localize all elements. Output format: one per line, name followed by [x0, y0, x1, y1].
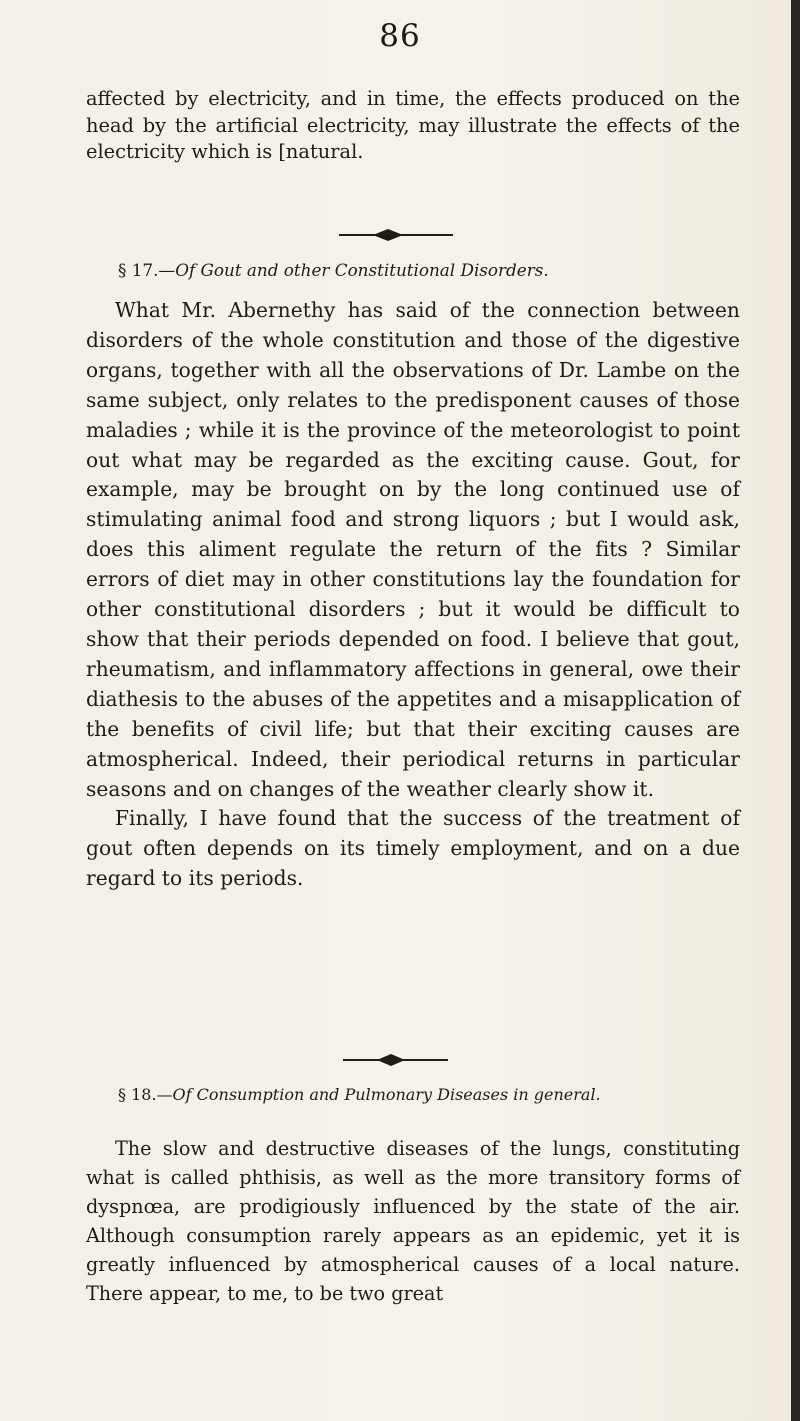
section-18-paragraph-1: The slow and destructive diseases of the lungs, constituting what is called phthisis, as well as the more transitory forms of dyspnœa, are prodigiously influenced by the state of the air. Although consumption rarely appears as an epidemic, yet it is greatly influenced by atmospherical causes of a local nature. There appear, to me, to be two great [86, 1137, 740, 1305]
section-18-title: Of Consumption and Pulmonary Diseases in general. [172, 1085, 601, 1104]
section-17-paragraph-2: Finally, I have found that the success of the treatment of gout often depends on its timely employment, and on a due regard to its periods. [86, 806, 740, 891]
intro-text: affected by electricity, and in time, the effects produced on the head by the artificial electricity, may illustrate the effects of the electricity which is [natural. [86, 87, 740, 163]
diamond-rule-icon [0, 225, 800, 245]
section-18-heading [118, 1084, 738, 1106]
section-17-heading [118, 259, 738, 281]
page-edge-shadow [791, 0, 800, 1421]
section-17-number: § 17.— [118, 260, 176, 280]
page-number: 86 [379, 18, 421, 54]
section-18-body [86, 1134, 740, 1308]
intro-paragraph [86, 86, 740, 166]
section-17-paragraph-1: What Mr. Abernethy has said of the connection between disorders of the whole constitution and those of the digestive organs, together with all the observations of Dr. Lambe on the same subject, only relates to the predisponent causes of those maladies ; while it is the province of the meteorologist to point out what may be regarded as the exciting cause. Gout, for example, may be brought on by the long continued use of stimulating animal food and strong liquors ; but I would ask, does this aliment regulate the return of the fits ? Similar errors of diet may in other constitutions lay the foundation for other constitutional disorders ; but it would be difficult to show that their periods depended on food. I believe that gout, rheumatism, and inflammatory affections in general, owe their diathesis to the abuses of the appetites and a misapplication of the benefits of civil life; but that their exciting causes are atmospherical. Indeed, their periodical returns in particular seasons and on changes of the weather clearly show it. [86, 298, 740, 801]
section-17-body [86, 296, 740, 894]
section-18-number: § 18.— [118, 1085, 173, 1104]
section-17-title: Of Gout and other Constitutional Disorders. [175, 260, 549, 280]
diamond-rule-icon [0, 1050, 800, 1070]
